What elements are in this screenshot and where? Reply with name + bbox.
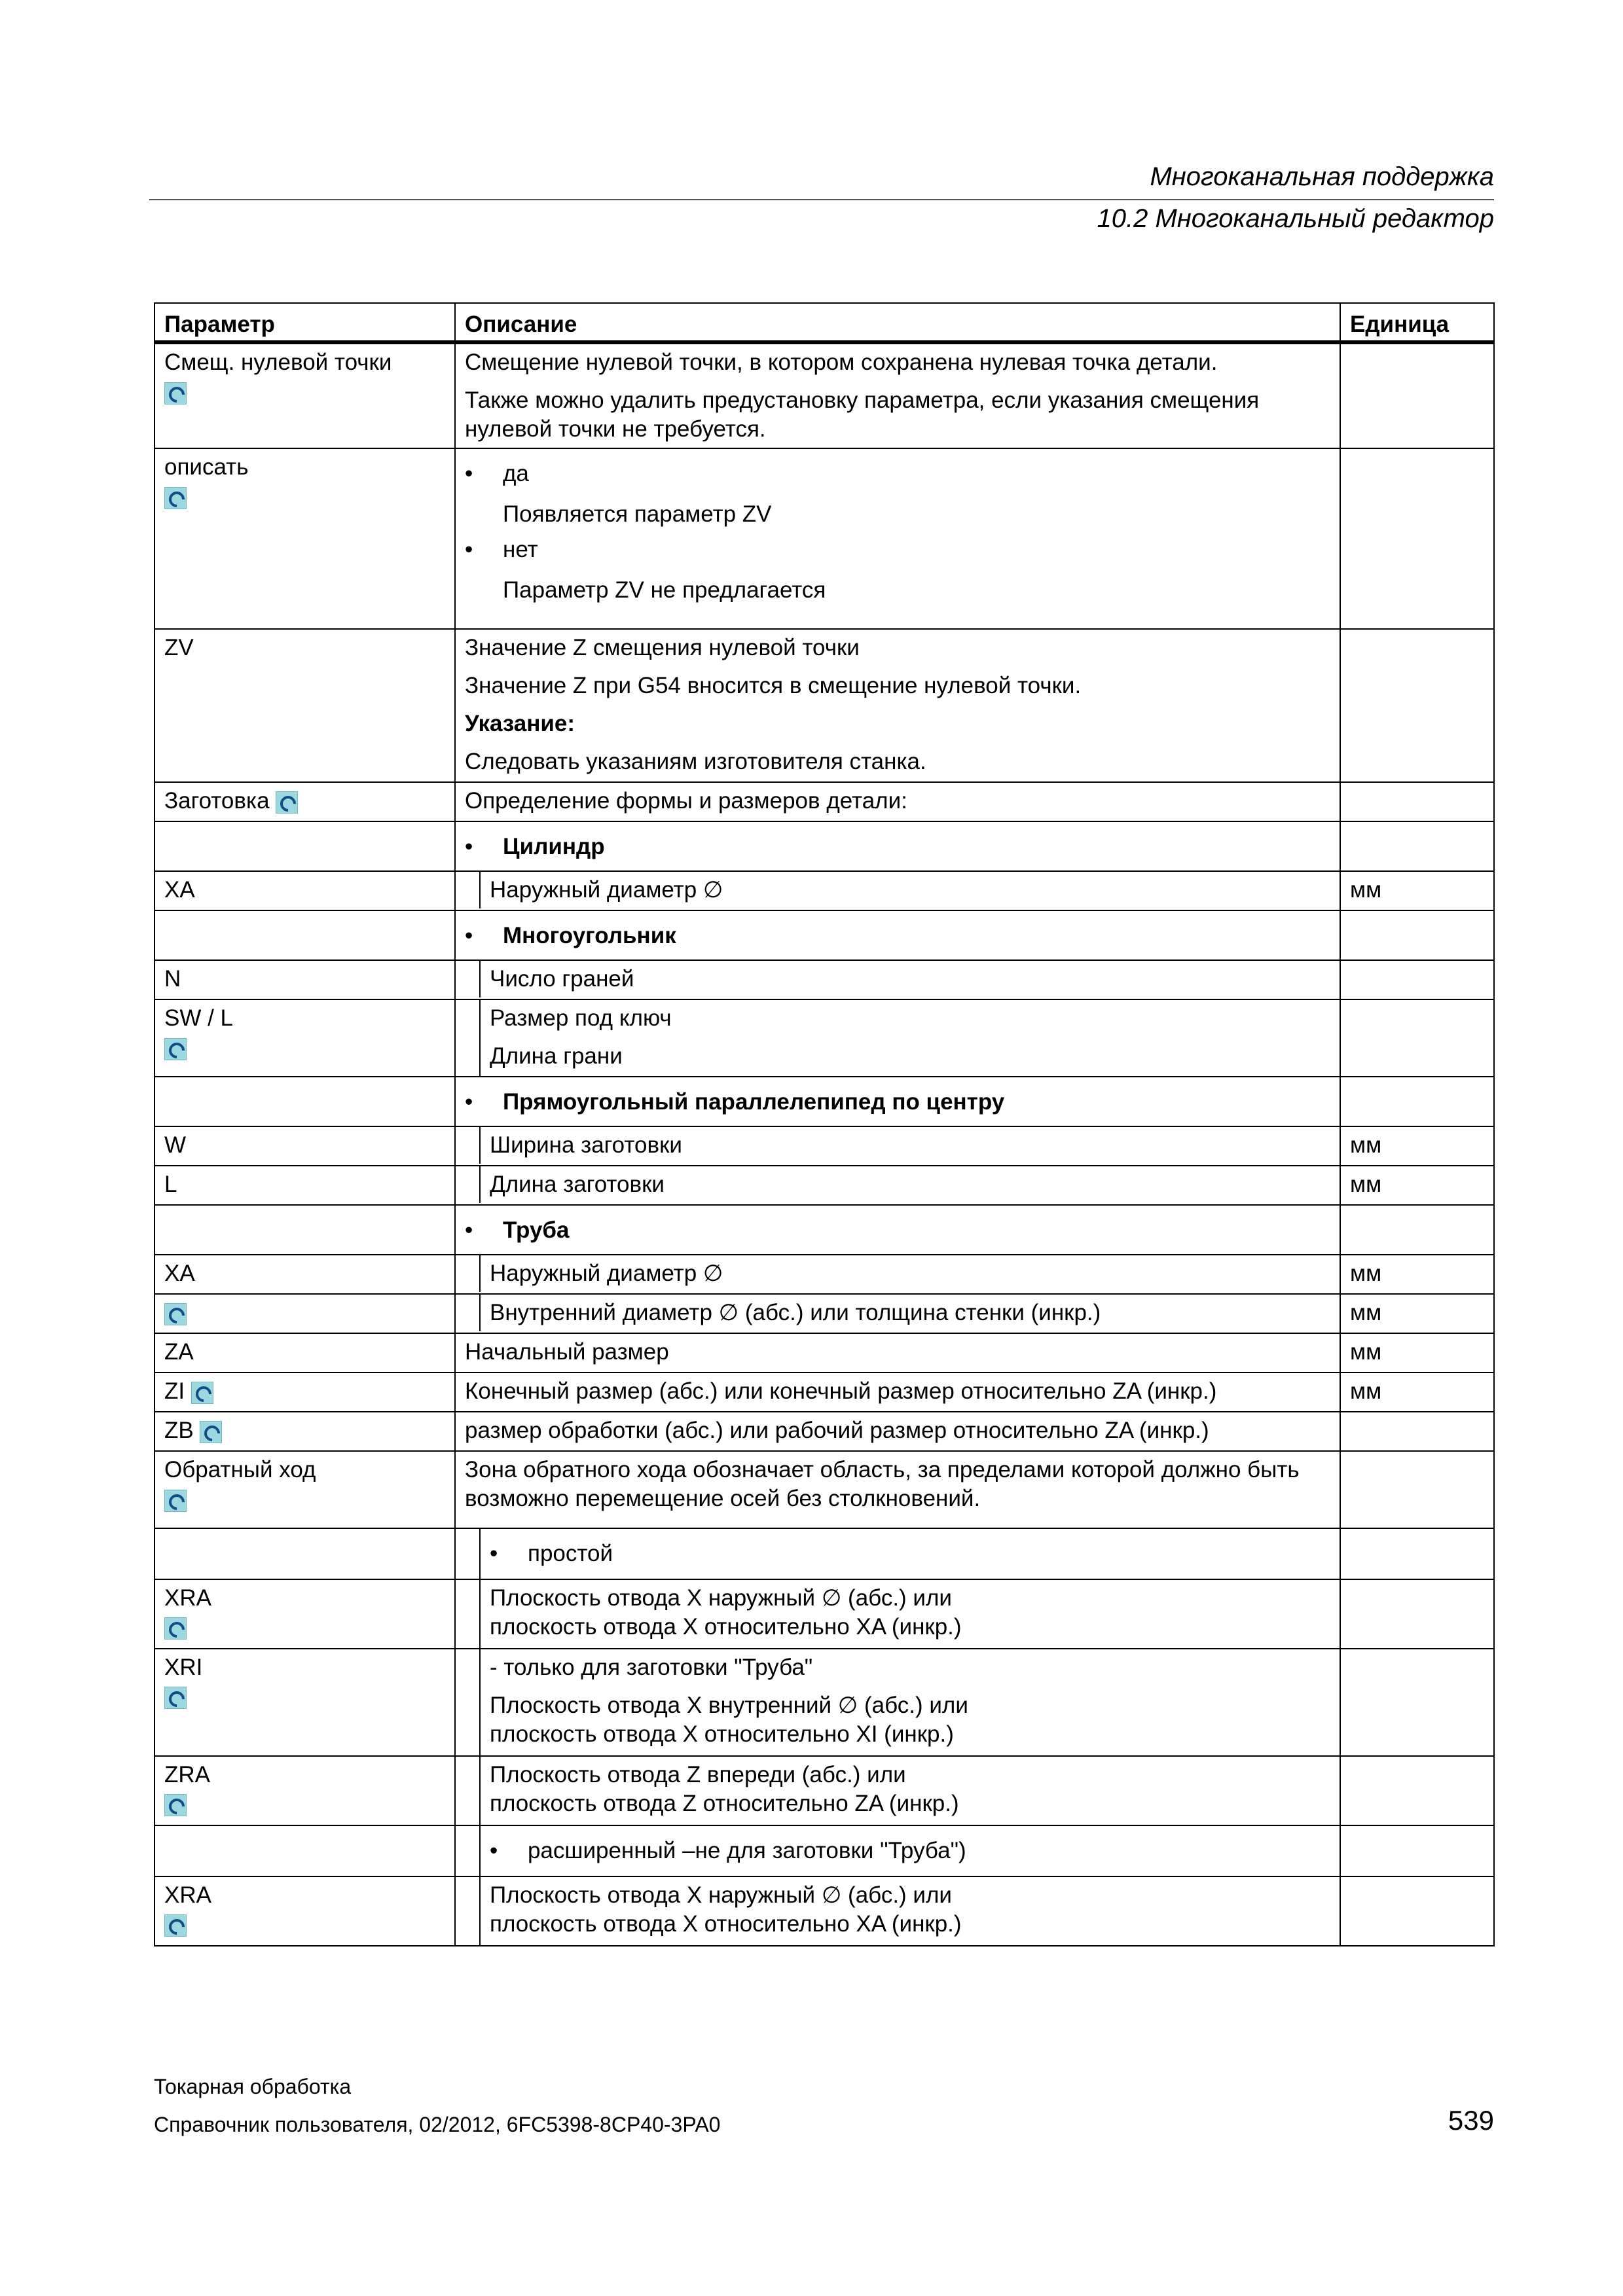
bullet: • [465,1217,473,1243]
param-label: Заготовка [164,788,270,814]
param-cell: L [155,1166,455,1205]
table-row [155,1649,1494,1756]
unit-cell [1340,1825,1494,1876]
list-item [465,826,1332,867]
unit-cell [1340,821,1494,871]
table-row [155,782,1494,821]
chapter-title: Многоканальная поддержка [1150,162,1494,191]
param-label: XRI [164,1655,203,1680]
desc-cell [455,910,1340,960]
table-row [155,1412,1494,1451]
desc-text: плоскость отвода X относительно XA (инкр.) [490,1911,962,1937]
table-row [155,910,1494,960]
desc-text: Длина грани [490,1043,623,1069]
param-cell [155,782,455,821]
table-row [155,1372,1494,1412]
table-row [155,1756,1494,1825]
cycle-toggle-icon[interactable] [164,1038,187,1060]
param-cell [155,1412,455,1451]
param-cell [155,1294,455,1333]
unit-cell: мм [1340,871,1494,910]
table-row [155,960,1494,999]
cycle-toggle-icon[interactable] [276,791,298,814]
desc-text: Плоскость отвода X наружный ∅ (абс.) или [490,1882,952,1908]
param-cell [155,910,455,960]
param-label: описать [164,454,249,480]
param-cell [155,1451,455,1528]
list-item [490,1830,1332,1871]
cycle-toggle-icon[interactable] [164,1490,187,1512]
desc-cell: размер обработки (абс.) или рабочий размер относительно ZA (инкр.) [455,1412,1340,1451]
group-label: расширенный –не для заготовки "Труба") [528,1838,966,1863]
header-rule [149,199,1494,200]
table-row [155,1077,1494,1126]
table-row [155,1333,1494,1372]
desc-text: Длина заготовки [479,1166,1340,1203]
desc-cell [455,629,1340,782]
table-row [155,1166,1494,1205]
desc-text: Также можно удалить предустановку параметра, если указания смещения нулевой точки не требуется. [465,387,1260,442]
unit-cell [1340,629,1494,782]
list-item [465,453,1332,493]
param-label: XRA [164,1882,211,1908]
cycle-toggle-icon[interactable] [164,1303,187,1325]
param-label: XRA [164,1585,211,1611]
option-label: нет [503,537,538,562]
cycle-toggle-icon[interactable] [191,1382,213,1404]
unit-cell [1340,782,1494,821]
table-row [155,821,1494,871]
table-row [155,1126,1494,1166]
desc-cell: Зона обратного хода обозначает область, за пределами которой должно быть возможно перемещение осей без столкновений. [455,1451,1340,1528]
unit-cell [1340,1756,1494,1825]
desc-cell [455,821,1340,871]
unit-cell [1340,910,1494,960]
table-header-row [155,303,1494,342]
bullet: • [465,537,473,562]
group-label: Цилиндр [503,834,605,859]
group-label: Прямоугольный параллелепипед по центру [503,1089,1005,1115]
desc-cell [455,1876,1340,1946]
desc-text: Значение Z при G54 вносится в смещение нулевой точки. [465,673,1082,698]
list-item [465,529,1332,569]
param-label: ZB [164,1418,194,1443]
table-row [155,629,1494,782]
desc-cell: Определение формы и размеров детали: [455,782,1340,821]
table-row [155,1294,1494,1333]
param-cell [155,629,455,782]
desc-cell [455,1294,1340,1333]
unit-cell: мм [1340,1294,1494,1333]
desc-cell [455,1077,1340,1126]
option-label: да [503,461,529,486]
parameter-table [154,302,1495,1946]
param-cell [155,1825,455,1876]
param-cell: W [155,1126,455,1166]
unit-cell: мм [1340,1372,1494,1412]
desc-text: Плоскость отвода X наружный ∅ (абс.) или [490,1585,952,1611]
desc-cell [455,871,1340,910]
unit-cell [1340,1528,1494,1579]
param-cell: ZA [155,1333,455,1372]
desc-cell [455,999,1340,1077]
table-row [155,342,1494,448]
list-item [490,1533,1332,1573]
bullet: • [490,1541,498,1566]
table-row [155,871,1494,910]
header-unit: Единица [1340,303,1494,342]
desc-text: Наружный диаметр ∅ [479,872,1340,908]
desc-cell [455,1756,1340,1825]
list-item [465,915,1332,956]
param-cell [155,342,455,448]
desc-text: - только для заготовки "Труба" [490,1655,813,1680]
option-desc: Параметр ZV не предлагается [503,577,826,603]
cycle-toggle-icon[interactable] [164,487,187,509]
param-cell [155,1372,455,1412]
param-cell [155,1579,455,1649]
param-cell [155,1876,455,1946]
desc-cell [455,960,1340,999]
unit-cell: мм [1340,1126,1494,1166]
unit-cell [1340,1412,1494,1451]
group-label: Труба [503,1217,570,1243]
bullet: • [465,461,473,486]
desc-text: Плоскость отвода Z впереди (абс.) или [490,1762,906,1787]
option-desc: Появляется параметр ZV [503,501,772,527]
param-cell [155,1756,455,1825]
footer-manual-info: Справочник пользователя, 02/2012, 6FC5398-8CP40-3PA0 [154,2113,721,2136]
desc-cell [455,1126,1340,1166]
list-item [465,1210,1332,1250]
param-label: ZRA [164,1762,210,1787]
bullet: • [465,1089,473,1115]
cycle-toggle-icon[interactable] [164,382,187,404]
param-cell [155,999,455,1077]
cycle-toggle-icon[interactable] [164,1687,187,1709]
param-cell [155,1205,455,1255]
cycle-toggle-icon[interactable] [164,1914,187,1937]
param-cell [155,1077,455,1126]
unit-cell [1340,960,1494,999]
table-row [155,1579,1494,1649]
param-cell [155,448,455,629]
table-row [155,448,1494,629]
table-row [155,1528,1494,1579]
param-cell: N [155,960,455,999]
unit-cell [1340,1451,1494,1528]
param-cell: XA [155,1255,455,1294]
header-param: Параметр [155,303,455,342]
footer-book-title: Токарная обработка [154,2075,352,2098]
desc-text: Внутренний диаметр ∅ (абс.) или толщина стенки (инкр.) [479,1295,1340,1331]
desc-cell [455,1649,1340,1756]
unit-cell [1340,1876,1494,1946]
unit-cell [1340,1077,1494,1126]
table-row [155,999,1494,1077]
bullet: • [465,923,473,948]
param-cell [155,1528,455,1579]
desc-text: плоскость отвода Z относительно ZA (инкр.) [490,1791,959,1816]
list-item [465,1081,1332,1122]
desc-text: Наружный диаметр ∅ [479,1255,1340,1292]
param-label: Обратный ход [164,1457,316,1482]
desc-cell: Начальный размер [455,1333,1340,1372]
unit-cell [1340,999,1494,1077]
desc-cell [455,1528,1340,1579]
header-desc: Описание [455,303,1340,342]
desc-cell [455,1825,1340,1876]
desc-cell: Конечный размер (абс.) или конечный размер относительно ZA (инкр.) [455,1372,1340,1412]
desc-text: плоскость отвода X относительно XA (инкр.) [490,1614,962,1640]
table-row [155,1255,1494,1294]
desc-cell [455,448,1340,629]
desc-text: плоскость отвода X относительно XI (инкр.) [490,1721,954,1747]
unit-cell [1340,1205,1494,1255]
param-label: ZI [164,1378,185,1404]
table-row [155,1451,1494,1528]
param-cell [155,1649,455,1756]
section-title: 10.2 Многоканальный редактор [1097,204,1494,233]
table-row [155,1825,1494,1876]
desc-cell [455,1205,1340,1255]
desc-cell [455,342,1340,448]
bullet: • [490,1838,498,1863]
desc-cell [455,1166,1340,1205]
unit-cell: мм [1340,1255,1494,1294]
group-label: Многоугольник [503,923,676,948]
unit-cell: мм [1340,1333,1494,1372]
bullet: • [465,834,473,859]
unit-cell [1340,342,1494,448]
desc-text: Значение Z смещения нулевой точки [465,635,860,660]
desc-text: Размер под ключ [490,1005,672,1031]
unit-cell [1340,448,1494,629]
unit-cell [1340,1649,1494,1756]
desc-text: Ширина заготовки [479,1127,1340,1164]
desc-text: Число граней [479,961,1340,997]
desc-cell [455,1579,1340,1649]
cycle-toggle-icon[interactable] [164,1617,187,1640]
table-row [155,1876,1494,1946]
unit-cell: мм [1340,1166,1494,1205]
param-cell [155,821,455,871]
cycle-toggle-icon[interactable] [200,1421,222,1443]
group-label: простой [528,1541,613,1566]
desc-text: Плоскость отвода X внутренний ∅ (абс.) или [490,1693,968,1718]
param-label: Смещ. нулевой точки [164,350,392,375]
desc-text: Смещение нулевой точки, в котором сохранена нулевая точка детали. [465,350,1218,375]
note-text: Следовать указаниям изготовителя станка. [465,749,926,774]
desc-cell [455,1255,1340,1294]
param-label: SW / L [164,1005,234,1031]
unit-cell [1340,1579,1494,1649]
table-row [155,1205,1494,1255]
param-cell: XA [155,871,455,910]
param-label: ZV [164,635,194,660]
cycle-toggle-icon[interactable] [164,1794,187,1816]
page-number: 539 [1448,2105,1494,2136]
note-label: Указание: [465,711,575,736]
